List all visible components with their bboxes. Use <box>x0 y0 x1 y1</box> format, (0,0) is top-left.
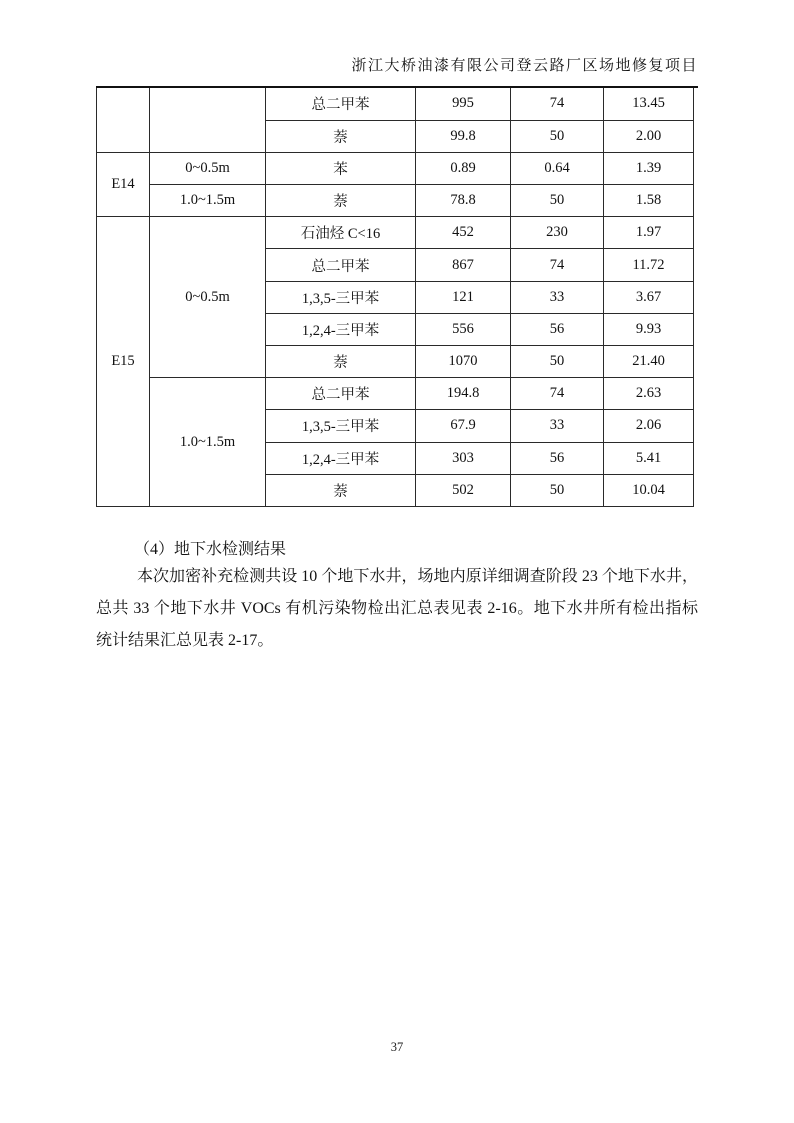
cell-factor: 9.93 <box>604 313 694 345</box>
cell-screening: 56 <box>511 442 604 474</box>
cell-screening: 0.64 <box>511 152 604 184</box>
cell-point-id: E14 <box>97 152 150 216</box>
cell-value: 1070 <box>416 346 511 378</box>
cell-screening: 50 <box>511 474 604 506</box>
cell-value: 303 <box>416 442 511 474</box>
cell-factor: 1.58 <box>604 185 694 217</box>
soil-results-table <box>96 88 694 507</box>
cell-depth: 0~0.5m <box>150 152 266 184</box>
cell-screening: 56 <box>511 313 604 345</box>
cell-screening: 33 <box>511 410 604 442</box>
cell-chemical: 1,2,4-三甲苯 <box>266 313 416 345</box>
cell-chemical: 总二甲苯 <box>266 378 416 410</box>
cell-factor: 2.63 <box>604 378 694 410</box>
cell-depth-continued <box>150 88 266 152</box>
cell-value: 502 <box>416 474 511 506</box>
cell-factor: 10.04 <box>604 474 694 506</box>
cell-factor: 11.72 <box>604 249 694 281</box>
cell-factor: 5.41 <box>604 442 694 474</box>
paragraph-line: 统计结果汇总见表 2-17。 <box>96 632 274 649</box>
table-row <box>97 88 694 120</box>
table-row <box>97 185 694 217</box>
body-paragraph <box>96 561 698 657</box>
section-heading: （4）地下水检测结果 <box>134 541 287 558</box>
cell-value: 556 <box>416 313 511 345</box>
cell-screening: 33 <box>511 281 604 313</box>
cell-point-continued <box>97 88 150 152</box>
cell-screening: 74 <box>511 378 604 410</box>
page-header-title: 浙江大桥油漆有限公司登云路厂区场地修复项目 <box>351 58 698 74</box>
cell-depth: 1.0~1.5m <box>150 378 266 507</box>
page-number: 37 <box>390 1040 404 1054</box>
table-row <box>97 152 694 184</box>
cell-chemical: 萘 <box>266 120 416 152</box>
cell-point-id: E15 <box>97 217 150 507</box>
cell-factor: 13.45 <box>604 88 694 120</box>
cell-chemical: 萘 <box>266 474 416 506</box>
cell-factor: 2.06 <box>604 410 694 442</box>
cell-value: 452 <box>416 217 511 249</box>
cell-value: 995 <box>416 88 511 120</box>
cell-value: 67.9 <box>416 410 511 442</box>
cell-value: 99.8 <box>416 120 511 152</box>
cell-screening: 74 <box>511 249 604 281</box>
cell-factor: 3.67 <box>604 281 694 313</box>
cell-chemical: 总二甲苯 <box>266 249 416 281</box>
cell-factor: 21.40 <box>604 346 694 378</box>
cell-screening: 50 <box>511 185 604 217</box>
cell-value: 867 <box>416 249 511 281</box>
paragraph-line: 总共 33 个地下水井 VOCs 有机污染物检出汇总表见表 2-16。地下水井所有检出指标 <box>96 600 698 617</box>
cell-value: 194.8 <box>416 378 511 410</box>
cell-chemical: 总二甲苯 <box>266 88 416 120</box>
cell-factor: 1.39 <box>604 152 694 184</box>
cell-depth: 1.0~1.5m <box>150 185 266 217</box>
cell-factor: 1.97 <box>604 217 694 249</box>
table-row <box>97 217 694 249</box>
table-row <box>97 378 694 410</box>
cell-chemical: 苯 <box>266 152 416 184</box>
cell-chemical: 萘 <box>266 185 416 217</box>
cell-screening: 230 <box>511 217 604 249</box>
cell-chemical: 1,3,5-三甲苯 <box>266 410 416 442</box>
cell-factor: 2.00 <box>604 120 694 152</box>
cell-chemical: 1,2,4-三甲苯 <box>266 442 416 474</box>
cell-chemical: 1,3,5-三甲苯 <box>266 281 416 313</box>
cell-value: 121 <box>416 281 511 313</box>
cell-depth: 0~0.5m <box>150 217 266 378</box>
cell-screening: 50 <box>511 346 604 378</box>
cell-chemical: 石油烃 C<16 <box>266 217 416 249</box>
cell-screening: 50 <box>511 120 604 152</box>
cell-value: 78.8 <box>416 185 511 217</box>
cell-screening: 74 <box>511 88 604 120</box>
cell-value: 0.89 <box>416 152 511 184</box>
paragraph-line: 本次加密补充检测共设 10 个地下水井，场地内原详细调查阶段 23 个地下水井， <box>137 568 698 585</box>
cell-chemical: 萘 <box>266 346 416 378</box>
